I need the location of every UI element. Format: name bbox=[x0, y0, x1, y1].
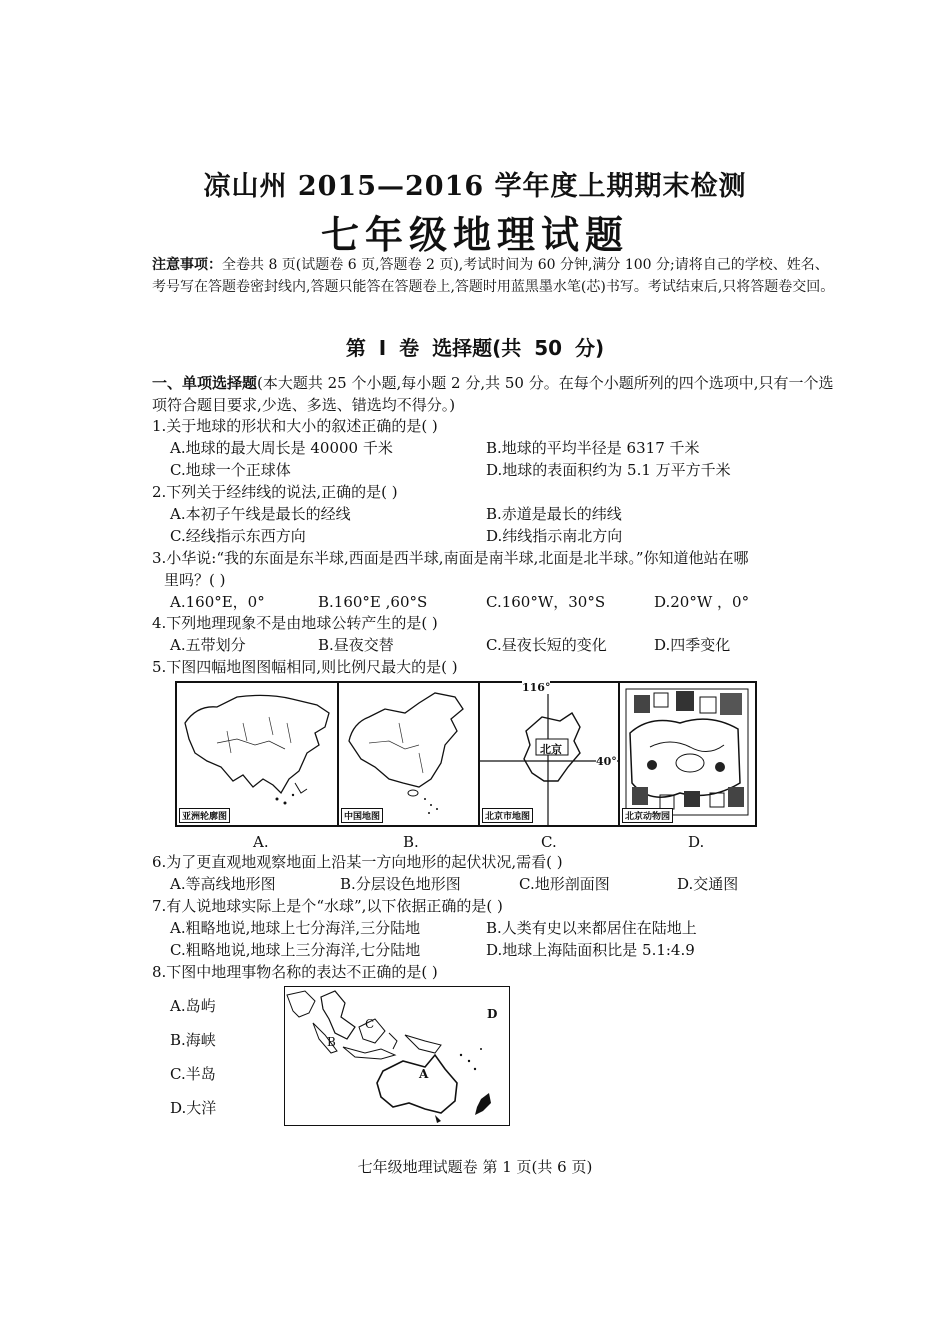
oceania-label-a: A bbox=[419, 1067, 429, 1081]
question-8-option-b: B.海峡 bbox=[170, 1031, 216, 1049]
map-label-asia: 亚洲轮廓图 bbox=[179, 808, 230, 823]
question-6-option-d: D.交通图 bbox=[677, 875, 739, 893]
question-4-option-a: A.五带划分 bbox=[170, 636, 246, 654]
map-label-china: 中国地图 bbox=[341, 808, 383, 823]
intro-label: 一、单项选择题 bbox=[152, 374, 258, 392]
oceania-label-c: C bbox=[365, 1017, 375, 1031]
lat-label: 40° bbox=[596, 755, 617, 768]
question-2-stem: 2.下列关于经纬线的说法,正确的是( ) bbox=[152, 483, 398, 501]
question-3-stem-cont: 里吗？( ) bbox=[164, 571, 226, 589]
question-2-option-c: C.经线指示东西方向 bbox=[170, 527, 306, 545]
beijing-city-map bbox=[478, 681, 620, 827]
question-5-option-b: B. bbox=[403, 833, 419, 851]
question-4-option-b: B.昼夜交替 bbox=[318, 636, 394, 654]
question-1-option-b: B.地球的平均半径是 6317 千米 bbox=[486, 439, 700, 457]
question-2-option-d: D.纬线指示南北方向 bbox=[486, 527, 623, 545]
question-7-option-d: D.地球上海陆面积比是 5.1:4.9 bbox=[486, 941, 695, 959]
question-7-option-b: B.人类有史以来都居住在陆地上 bbox=[486, 919, 697, 937]
map-label-zoo: 北京动物园 bbox=[622, 808, 673, 823]
question-3-option-b: B.160°E ,60°S bbox=[318, 593, 428, 611]
question-3-option-c: C.160°W，30°S bbox=[486, 593, 606, 611]
question-1-option-c: C.地球一个正球体 bbox=[170, 461, 291, 479]
oceania-label-d: D bbox=[487, 1007, 498, 1021]
question-6-option-b: B.分层设色地形图 bbox=[340, 875, 461, 893]
question-5-option-d: D. bbox=[688, 833, 705, 851]
oceania-map bbox=[284, 986, 510, 1126]
beijing-zoo-map bbox=[618, 681, 757, 827]
question-5-option-a: A. bbox=[253, 833, 269, 851]
question-6-option-c: C.地形剖面图 bbox=[519, 875, 610, 893]
notice-label: 注意事项： bbox=[152, 257, 222, 273]
beijing-label: 北京 bbox=[540, 743, 562, 756]
exam-title-line2: 七年级地理试题 bbox=[320, 213, 629, 257]
oceania-map-drawing bbox=[285, 987, 508, 1124]
question-6-stem: 6.为了更直观地观察地面上沿某一方向地形的起伏状况,需看( ) bbox=[152, 853, 563, 871]
question-3-option-d: D.20°W ，0° bbox=[654, 593, 750, 611]
section-title: 第 Ⅰ 卷 选择题(共 50 分) bbox=[345, 336, 605, 360]
question-2-option-a: A.本初子午线是最长的经线 bbox=[170, 505, 351, 523]
zoo-map-drawing bbox=[620, 683, 755, 825]
question-7-stem: 7.有人说地球实际上是个“水球”,以下依据正确的是( ) bbox=[152, 897, 503, 915]
question-3-option-a: A.160°E，0° bbox=[170, 593, 265, 611]
oceania-label-b: B bbox=[327, 1035, 336, 1049]
asia-outline-drawing bbox=[177, 683, 337, 825]
question-4-stem: 4.下列地理现象不是由地球公转产生的是( ) bbox=[152, 614, 438, 632]
intro-text: (本大题共 25 个小题,每小题 2 分,共 50 分。在每个小题所列的四个选项中,只有一个选项符合题目要求,少选、多选、错选均不得分。) bbox=[152, 374, 834, 414]
notice-text: 全卷共 8 页(试题卷 6 页,答题卷 2 页),考试时间为 60 分钟,满分 100 分;请将自己的学校、姓名、考号写在答题卷密封线内,答题只能答在答题卷上,答题时用蓝黑墨水笔(芯)书写。考试结束后,只将答题卷交回。 bbox=[152, 257, 835, 295]
intro-block bbox=[152, 372, 842, 416]
question-1-option-d: D.地球的表面积约为 5.1 万平方千米 bbox=[486, 461, 731, 479]
question-4-option-d: D.四季变化 bbox=[654, 636, 731, 654]
china-map bbox=[337, 681, 480, 827]
notice-block bbox=[152, 254, 837, 298]
question-4-option-c: C.昼夜长短的变化 bbox=[486, 636, 607, 654]
question-7-option-a: A.粗略地说,地球上七分海洋,三分陆地 bbox=[170, 919, 421, 937]
question-2-option-b: B.赤道是最长的纬线 bbox=[486, 505, 622, 523]
question-6-option-a: A.等高线地形图 bbox=[170, 875, 276, 893]
asia-outline-map bbox=[175, 681, 339, 827]
exam-title-line1: 凉山州 2015—2016 学年度上期期末检测 bbox=[203, 171, 747, 202]
question-8-stem: 8.下图中地理事物名称的表达不正确的是( ) bbox=[152, 963, 438, 981]
china-map-drawing bbox=[339, 683, 478, 825]
question-3-stem: 3.小华说:“我的东面是东半球,西面是西半球,南面是南半球,北面是北半球。”你知道他站在哪 bbox=[152, 549, 749, 567]
lon-label: 116° bbox=[522, 681, 551, 694]
question-8-option-c: C.半岛 bbox=[170, 1065, 216, 1083]
question-8-option-a: A.岛屿 bbox=[170, 997, 216, 1015]
question-5-option-c: C. bbox=[541, 833, 557, 851]
question-8-option-d: D.大洋 bbox=[170, 1099, 217, 1117]
question-1-option-a: A.地球的最大周长是 40000 千米 bbox=[170, 439, 393, 457]
question-5-stem: 5.下图四幅地图图幅相同,则比例尺最大的是( ) bbox=[152, 658, 458, 676]
page-footer: 七年级地理试题卷 第 1 页(共 6 页) bbox=[357, 1158, 593, 1176]
question-1-stem: 1.关于地球的形状和大小的叙述正确的是( ) bbox=[152, 417, 438, 435]
map-label-beijing: 北京市地图 bbox=[482, 808, 533, 823]
question-7-option-c: C.粗略地说,地球上三分海洋,七分陆地 bbox=[170, 941, 421, 959]
